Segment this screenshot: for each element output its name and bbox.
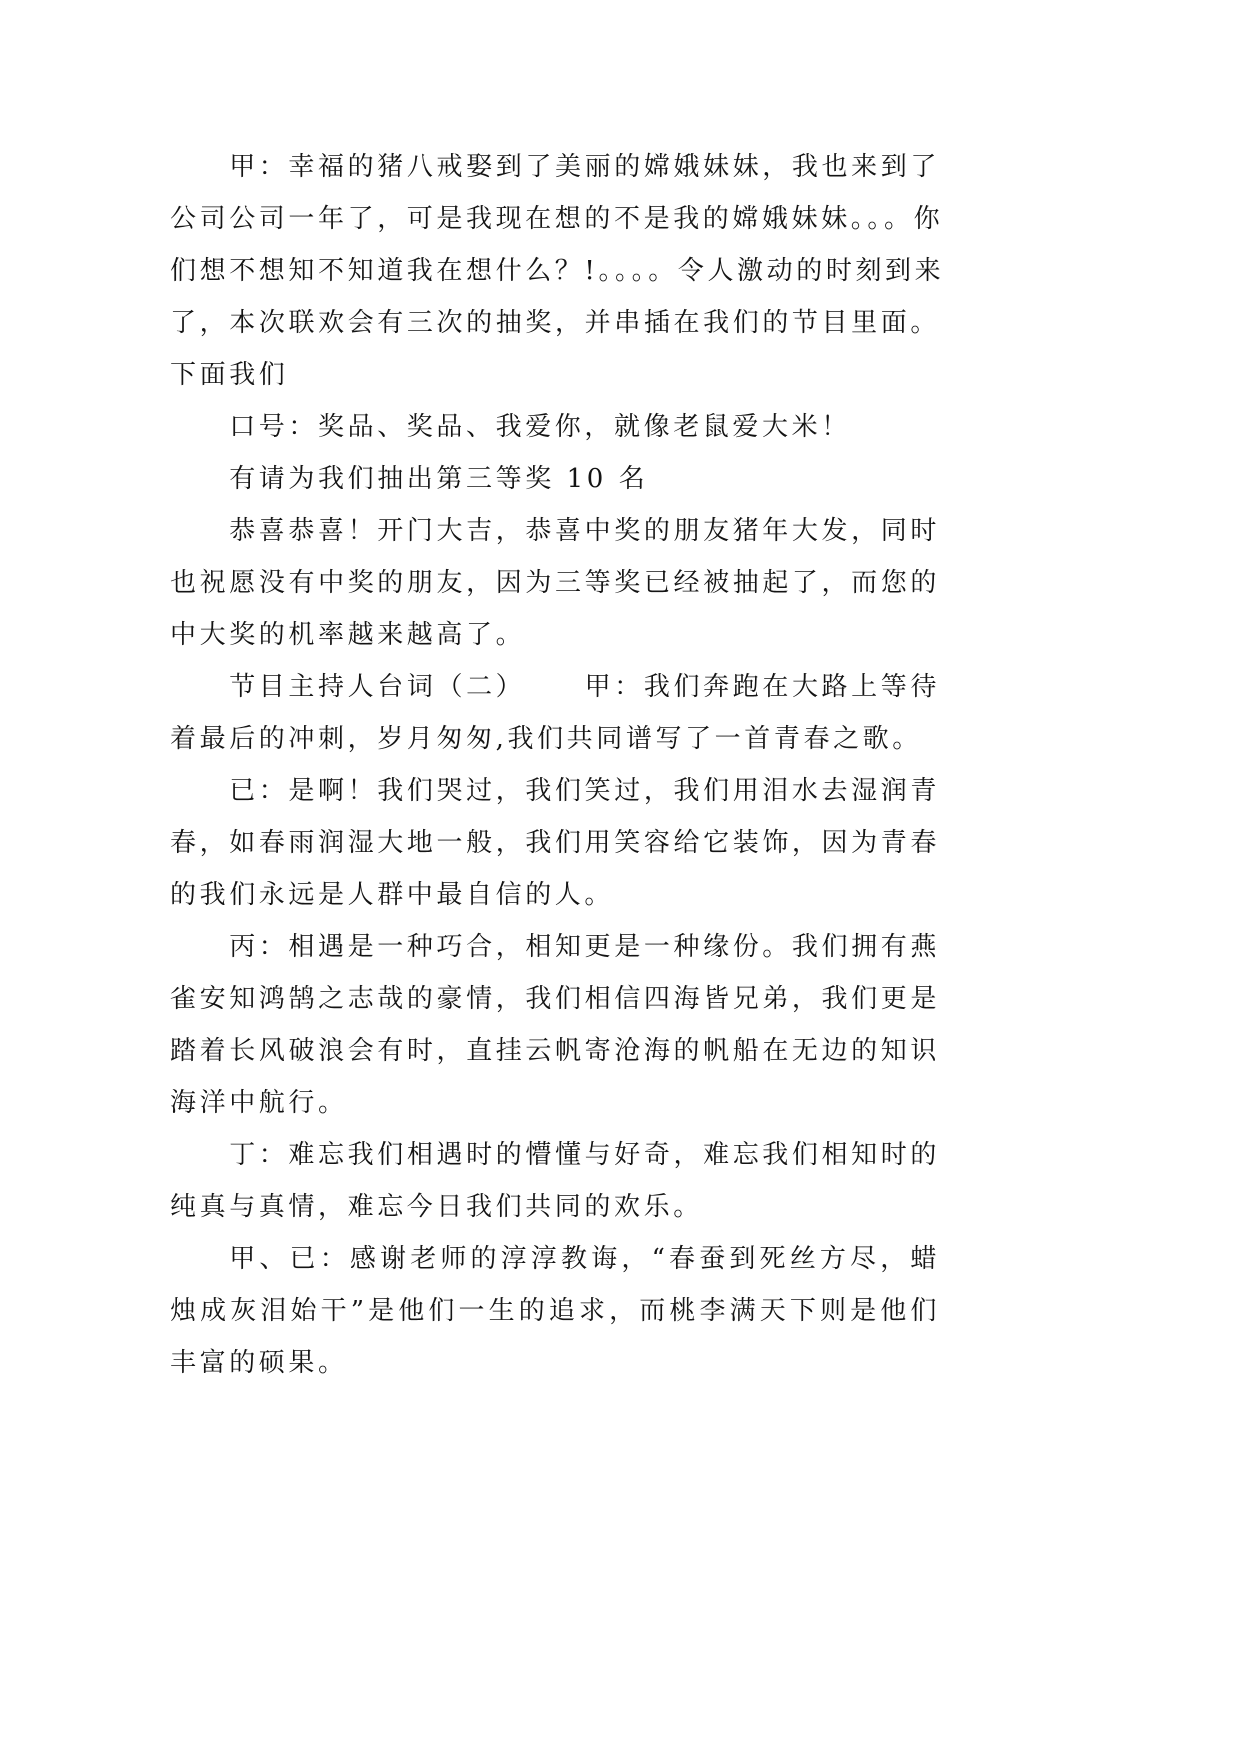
text-line: 了，本次联欢会有三次的抽奖，并串插在我们的节目里面。 — [170, 308, 940, 338]
paragraph — [170, 505, 940, 661]
text-line: 已：是啊！我们哭过，我们笑过，我们用泪水去湿润青 — [229, 776, 940, 806]
text-line: 有请为我们抽出第三等奖 10 名 — [229, 464, 649, 494]
text-line: 烛成灰泪始干”是他们一生的追求，而桃李满天下则是他们 — [170, 1296, 940, 1326]
paragraph — [170, 401, 940, 453]
text-line: 也祝愿没有中奖的朋友，因为三等奖已经被抽起了，而您的 — [170, 568, 940, 598]
paragraph — [170, 1233, 940, 1389]
text-line: 们想不想知不知道我在想什么？!。。。。令人激动的时刻到来 — [170, 256, 945, 286]
text-line: 着最后的冲刺，岁月匆匆,我们共同谱写了一首青春之歌。 — [170, 724, 922, 754]
paragraph — [170, 921, 940, 1129]
text-line: 中大奖的机率越来越高了。 — [170, 620, 526, 650]
text-line: 甲、已：感谢老师的淳淳教诲，“春蚕到死丝方尽，蜡 — [229, 1244, 940, 1274]
paragraph — [170, 453, 940, 505]
text-line: 下面我们 — [170, 360, 289, 390]
text-line: 雀安知鸿鹄之志哉的豪情，我们相信四海皆兄弟，我们更是 — [170, 984, 940, 1014]
text-line: 丁：难忘我们相遇时的懵懂与好奇，难忘我们相知时的 — [229, 1140, 940, 1170]
document-body — [170, 141, 945, 1389]
text-line: 丙：相遇是一种巧合，相知更是一种缘份。我们拥有燕 — [229, 932, 940, 962]
text-line: 海洋中航行。 — [170, 1088, 348, 1118]
text-line: 春，如春雨润湿大地一般，我们用笑容给它装饰，因为青春 — [170, 828, 940, 858]
text-line: 口号：奖品、奖品、我爱你，就像老鼠爱大米！ — [229, 412, 851, 442]
text-line: 丰富的硕果。 — [170, 1348, 348, 1378]
paragraph — [170, 765, 940, 921]
text-line: 公司公司一年了，可是我现在想的不是我的嫦娥妹妹。。。你 — [170, 204, 944, 234]
paragraph — [170, 141, 945, 401]
text-line: 节目主持人台词（二） 甲：我们奔跑在大路上等待 — [229, 672, 940, 702]
paragraph — [170, 1129, 940, 1233]
text-line: 纯真与真情，难忘今日我们共同的欢乐。 — [170, 1192, 703, 1222]
text-line: 踏着长风破浪会有时，直挂云帆寄沧海的帆船在无边的知识 — [170, 1036, 940, 1066]
text-line: 甲：幸福的猪八戒娶到了美丽的嫦娥妹妹，我也来到了 — [229, 152, 940, 182]
paragraph — [170, 661, 940, 765]
text-line: 恭喜恭喜！开门大吉，恭喜中奖的朋友猪年大发，同时 — [229, 516, 940, 546]
text-line: 的我们永远是人群中最自信的人。 — [170, 880, 615, 910]
